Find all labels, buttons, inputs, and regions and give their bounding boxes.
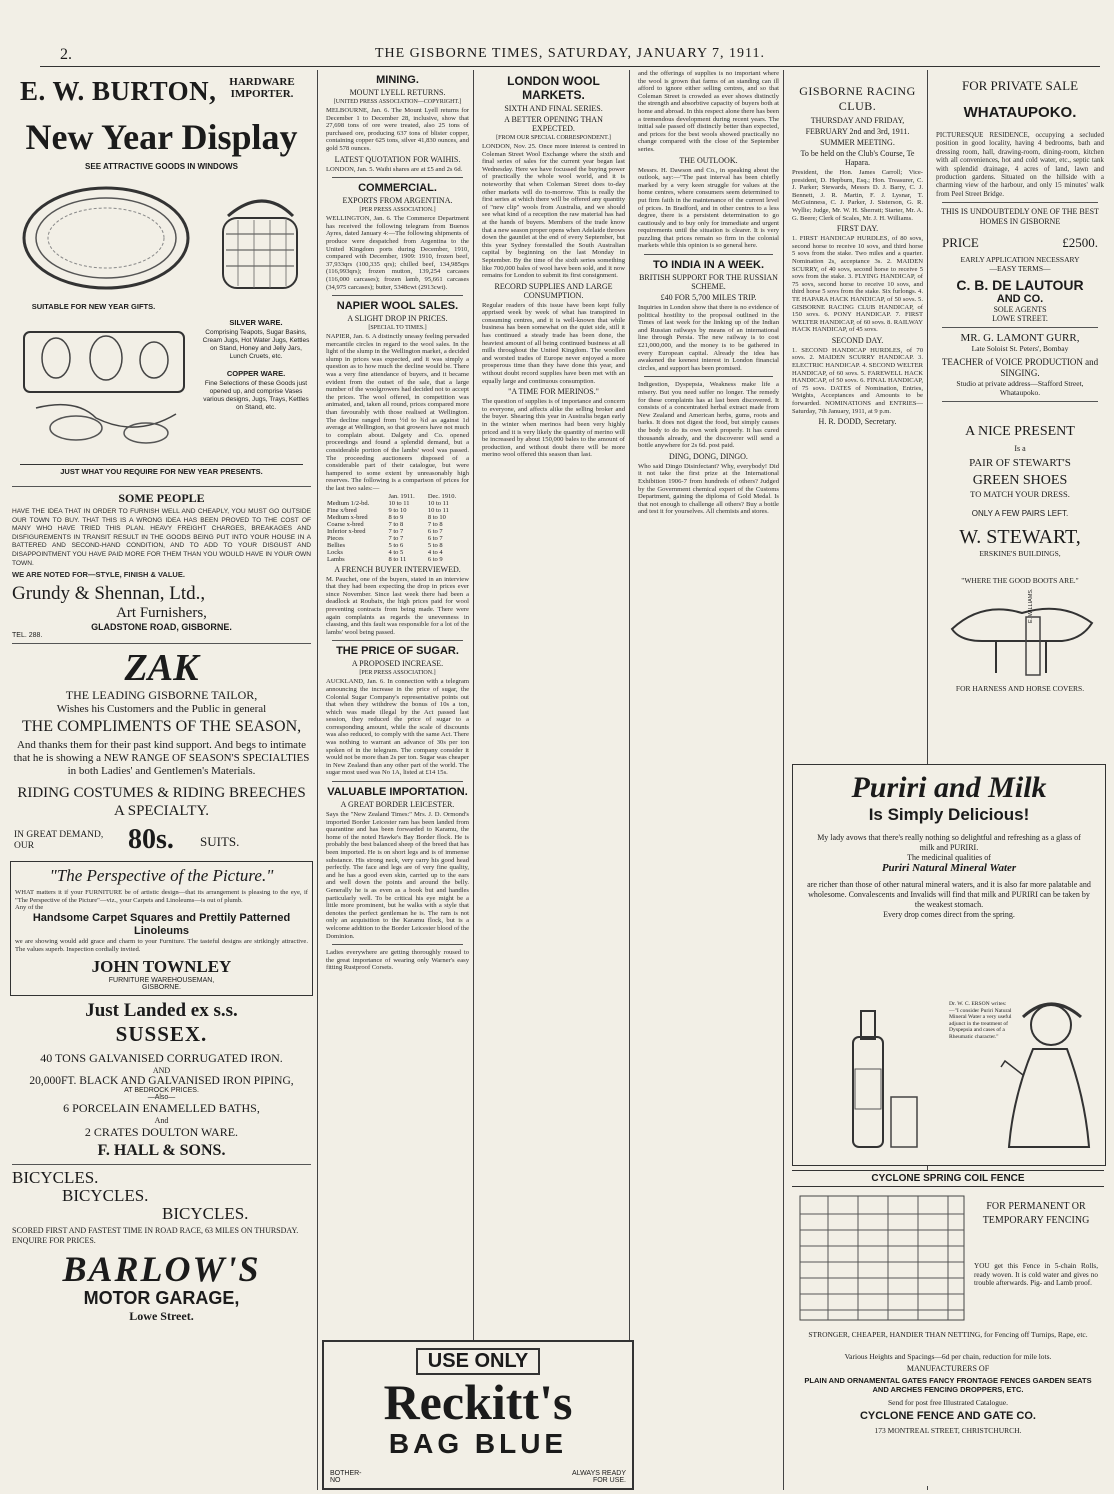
table-row [326, 514, 469, 521]
table-cell: 8 to 9 [388, 513, 404, 521]
display-title: New Year Display [25, 117, 298, 157]
divider [332, 640, 463, 641]
dingo-head: DING, DONG, DINGO. [669, 451, 748, 461]
table-cell: 6 to 9 [427, 555, 443, 563]
table-cell: Coarse x-bred [327, 520, 364, 528]
mount-lyell-head: MOUNT LYELL RETURNS. [349, 88, 446, 97]
carpets-headline: Handsome Carpet Squares and Prettily Patterned Linoleums [32, 911, 291, 937]
napier-head: NAPIER WOOL SALES. [336, 300, 459, 313]
sole-agents: SOLE AGENTS [993, 305, 1047, 315]
cyclone-company: CYCLONE FENCE AND GATE CO. [859, 1410, 1036, 1422]
indigestion-text: Indigestion, Dyspepsia, Weakness make life a misery. But you need suffer no longer. The remedy for these complaints has at last been discovered. It consists of a concentrated herbal extract made from New Zealand and American herbs, gums, roots and barks. It does not digest the food, but simply causes the body to do its own work properly. It has cured thousands already, and the discoverer will send a bottle anywhere for 2s 6d. post paid. [638, 381, 779, 450]
table-cell: Inferior x-bred [327, 527, 366, 535]
carpets-text: we are showing would add grace and charm to your Furniture. The tasteful designs are strikingly attractive. The values superb. Inspection cordially invited. [15, 937, 308, 953]
early-application: EARLY APPLICATION NECESSARY [960, 255, 1080, 265]
london-credit: [FROM OUR SPECIAL CORRESPONDENT.] [496, 135, 611, 141]
is-a: Is a [1014, 444, 1026, 454]
valuable-text: Says the "New Zealand Times:" Mrs. J. D. Ormond's imported Border Leicester ram has been landed from quarantine and has been forwarded to Karamu, the home of the noted Hawke's Bay Border flock. He is probably the best balanced sheep of the breed that has been imported. He is on short legs and is of immense substance. His strong neck, very carry his good head perfectly. The face and legs are of very fine quality, and he has a good even skin, carried up to the ears and well down the points and around the belly. Generally he is as even as a book but and handles particularly well. To be critical his eye might be a little more prominent, but he walks with a style that denotes the perfect gentleman he is. The ram is not only an acquisition to the Karamu flock, but is a welcome addition to the Border Leicester blood of the Dominion. [326, 811, 469, 940]
barlows-ad [12, 1169, 311, 1324]
outlook-text: Messrs. H. Dawson and Co., in speaking about the outlook, say:—"The past interval has been chiefly marked by a very keen struggle for values at the home centres, where consumers seem determined to put firm faith in the maintenance of the current level of prices. In Bradford, and in other centres to a less degree, there is a persistent determination to go cautiously and to buy only for immediate and urgent requirements until the situation is clearer. It is very puzzling that prices remain so firm in the colonial markets while this opinion is so general here. [638, 166, 779, 250]
cyclone-text: YOU get this Fence in 5-chain Rolls, ready woven. It is cold water and gives no trouble afterwards. Pig- and Lamb proof. [974, 1262, 1098, 1288]
record-head: RECORD SUPPLIES AND LARGE CONSUMPTION. [494, 281, 613, 300]
divider [942, 401, 1098, 402]
zak-compliments: THE COMPLIMENTS OF THE SEASON, [21, 717, 302, 735]
racing-held: To be held on the Club's Course, Te Hapara. [800, 149, 915, 167]
cyclone-manufacturers: MANUFACTURERS OF [906, 1364, 990, 1373]
divider [644, 376, 773, 377]
table-cell: 4 to 4 [427, 548, 443, 556]
sugar-sub: A PROPOSED INCREASE. [351, 659, 444, 669]
racing-secretary: H. R. DODD, Secretary. [818, 417, 897, 427]
table-header-row [326, 493, 469, 500]
price-value: £2500. [1062, 235, 1098, 251]
hall-name: F. HALL & SONS. [97, 1141, 226, 1159]
burton-name: E. W. BURTON, [20, 76, 217, 106]
erskine: ERSKINE'S BUILDINGS, [979, 549, 1061, 559]
puriri-text-2: The medicinal qualities of [907, 853, 991, 862]
london-wool-head: LONDON WOOL MARKETS. [507, 74, 600, 102]
dingo-text: Who said Dingo Disinfectant? Why, everybody! Did it not take the first prize at the International Exhibition 1906-7 from hundreds of others? Judged by the Government chemical expert of the Customs Department, gaining the diploma of Gold Medal. Is that not enough to challenge all others? Buy a bottle and test it for yourselves. All chemists and stores. [638, 462, 779, 516]
first-day-text: 1. FIRST HANDICAP HURDLES, of 80 sovs, second horse to receive 10 sovs, and third horse 5 sovs from the stake. Two miles and a quarter. Nomination 2s, acceptance 3s. 2. MAIDEN SCURRY, of 40 sovs, second horse to receive 5 sovs from the stake. 3. FLYING HANDICAP, of 75 sovs, second horse to receive 10 sovs, and third horse 5 sovs from the stake. Six furlongs. 4. TE HAPARA HACK HANDICAP, of 50 sovs. 5. GISBORNE RACING CLUB HANDICAP, of 150 sovs. 6. PONY HANDICAP. 7. FIRST WELTER HANDICAP, of 60 sovs. 8. RAILWAY HACK HANDICAP, of 45 sovs. [792, 235, 923, 334]
racing-days: THURSDAY AND FRIDAY, [810, 116, 905, 125]
burton-ad [6, 70, 317, 482]
puriri-text-3: are richer than those of other natural mineral waters, and it is also far more palatable and wholesome. Convalescents and Invalids will find that milk and PURIRI can be taken by the weakest stomach. [807, 880, 1091, 909]
puriri-bottle-illustration [809, 997, 929, 1157]
gurr-sub: Late Soloist St. Peters', Bombay [971, 344, 1069, 354]
divider [942, 327, 1098, 328]
london-text: LONDON, Nov. 25. Once more interest is centred in Coleman Street Wool Exchange where the sixth and final series of sales for the current year began last Wednesday. Here we have focussed the buying power of practically the whole wool world, and it is noteworthy that when Coleman Street does to-day other markets will do to-morrow. This is really the first series at which there will be offered any quantity of "new clip" wools from Australia, and we should see what kind of a reception the raw material has had at the hands of buyers. Members of the trade know that a new season proper opens when Adelaide throws down the gauntlet at the end of every September, but this year Sydney forestalled the South Australian capital by beginning on the last Monday in September. By the time of the sixth series something like 700,000 bales of wool have been sold, and it now remains for London to submit its first consignment. [482, 143, 625, 280]
table-cell: 9 to 10 [388, 506, 407, 514]
corsets-text: Ladies everywhere are getting thoroughly roused to the great importance of wearing only Warner's easy fitting Rustproof Corsets. [326, 949, 469, 972]
cyclone-stronger: STRONGER, CHEAPER, HANDIER THAN NETTING, for Fencing off Turnips, Rape, etc. [808, 1330, 1088, 1339]
divider [12, 643, 311, 644]
record-text: Regular readers of this issue have been kept fully apprised week by week of what has transpired in consuming centres, and it is well-known that while business has been somewhat on the quiet side, still it has continued a steady trade has been done, the heaviest amount of all being continued business at all mills throughout the United Kingdom. The woollen and worsted trades of Europe never enjoyed a more prosperous time than they have done this year, and without doubt record supplies have been met with an equally large and continuous consumption. [482, 301, 625, 385]
table-cell: 7 to 7 [388, 527, 404, 535]
officials-text: President, the Hon. James Carroll; Vice-president, D. Hepburn, Esq.; Hon. Treasurer, C. J. Parker; Stewards, Messrs D. J. Barry, C. J. Bennett, J. R. Martin, F. J. Lysnar, T. McGuinness, C. J. Parker, J. Sisterson, G. R. Wyllie; Judge, Mr. W. H. Sherratt; Starter, Mr. A. G. Beere; Clerk of Scales, Mr. J. H. Williams. [792, 169, 923, 222]
silver-text: Comprising Teapots, Sugar Basins, Cream Jugs, Hot Water Jugs, Kettles on Stand, Honey and Jelly Jars, Lunch Cruets, etc. [202, 329, 310, 360]
table-cell: 5 to 8 [427, 541, 443, 549]
divider [12, 1164, 311, 1165]
table-row [326, 528, 469, 535]
silver-head: SILVER WARE. [229, 318, 283, 327]
mining-credit: [UNITED PRESS ASSOCIATION—COPYRIGHT.] [333, 99, 462, 105]
table-cell: Medium 1/2-bd. [327, 499, 370, 507]
divider [942, 202, 1098, 203]
summer-meeting: SUMMER MEETING. [820, 138, 895, 147]
gifts-caption: SUITABLE FOR NEW YEAR GIFTS. [31, 302, 156, 311]
table-row [326, 500, 469, 507]
price-label: PRICE [942, 235, 979, 251]
hall-also: —Also— [147, 1093, 176, 1101]
table-cell: 6 to 7 [427, 527, 443, 535]
table-row [326, 556, 469, 563]
mining-text: MELBOURNE, Jan. 6. The Mount Lyell returns for December 1 to December 28, inclusive, show that 27,698 tons of ore were treated, also 25 tons of purchased ore, producing 637 tons of blister copper, containing copper 625 tons, silver 41,830 ounces, and gold 578 ounces. [326, 107, 469, 152]
table-cell: 4 to 5 [388, 548, 404, 556]
column-1 [6, 70, 318, 1490]
sussex: SUSSEX. [115, 1021, 208, 1046]
nice-present: A NICE PRESENT [965, 424, 1075, 440]
puriri-title: Puriri and Milk [851, 771, 1047, 804]
lautour-street: LOWE STREET. [992, 314, 1048, 324]
gurr-ad [936, 332, 1104, 397]
valuable-head: VALUABLE IMPORTATION. [327, 786, 468, 799]
india-head: TO INDIA IN A WEEK. [652, 259, 765, 272]
bag-blue: BAG BLUE [388, 1428, 568, 1459]
page-number: 2. [60, 46, 72, 63]
table-header-cell: Dec. 1910. [427, 492, 457, 500]
hall-and: AND [152, 1065, 171, 1075]
easy-terms: —EASY TERMS— [989, 264, 1051, 274]
reckitts-use-only: USE ONLY [416, 1348, 540, 1375]
table-cell: 5 to 6 [388, 541, 404, 549]
cyclone-address: 173 MONTREAL STREET, CHRISTCHURCH. [874, 1426, 1022, 1435]
india-sub-2: £40 FOR 5,700 MILES TRIP. [660, 293, 757, 303]
table-cell: Lambs [327, 555, 345, 563]
divider [12, 486, 311, 487]
table-cell: Pieces [327, 534, 344, 542]
table-cell: 10 to 11 [427, 506, 449, 514]
gurr-name: MR. G. LAMONT GURR, [960, 332, 1080, 345]
divider [332, 781, 463, 782]
argentina-head: EXPORTS FROM ARGENTINA. [342, 196, 453, 206]
table-cell: 6 to 7 [427, 534, 443, 542]
wool-prices-table [326, 493, 469, 563]
table-row [326, 549, 469, 556]
sugar-text: AUCKLAND, Jan. 6. In connection with a telegram announcing the increase in the price of sugar, the Colonial Sugar Company's representative points out that when they withdrew the bonus of 10s a ton, which was made illegal by the Act passed last session, they reduced the price of sugar to a corresponding amount, while the scale of discounts was also reduced, to comply with the same Act. There was nothing to warrant an advance of 30s per ton spoken of in the telegram. The company consider it would not be more than 2s per ton. Sugar was cheaper in New Zealand than any other part of the world. The sugar most used was No 1A, listed at £14 15s. [326, 678, 470, 777]
zak-ad [12, 648, 311, 858]
display-sub: SEE ATTRACTIVE GOODS IN WINDOWS [85, 162, 238, 171]
grundy-trade: Art Furnishers, [116, 604, 207, 621]
townley-ad [10, 861, 313, 996]
green-shoes: GREEN SHOES [972, 473, 1068, 489]
table-header-cell [326, 493, 387, 500]
racing-title: GISBORNE RACING CLUB. [799, 84, 916, 113]
gurr-studio: Studio at private address—Stafford Street, Whataupoko. [956, 379, 1084, 398]
bicycles-2: BICYCLES. [62, 1185, 149, 1205]
reckitts-title: Reckitt's [383, 1374, 573, 1430]
reckitts-always: ALWAYS READY FOR USE. [572, 1470, 626, 1484]
some-people-head: SOME PEOPLE [118, 491, 205, 505]
zak-title: ZAK [124, 646, 199, 689]
landed: Just Landed ex s.s. [85, 999, 238, 1021]
divider [332, 295, 463, 296]
outlook-head: THE OUTLOOK. [679, 155, 738, 165]
hall-ad [12, 1000, 311, 1160]
column-4 [634, 70, 784, 1490]
table-cell: Fine x/bred [327, 506, 357, 514]
stewart-ad [936, 424, 1104, 585]
masthead: THE GISBORNE TIMES, SATURDAY, JANUARY 7, 1911. [374, 46, 766, 61]
racing-date: FEBRUARY 2nd and 3rd, 1911. [805, 127, 910, 136]
cyclone-send: Send for post free Illustrated Catalogue. [888, 1398, 1008, 1407]
gurr-teacher: TEACHER of VOICE PRODUCTION and SINGING. [941, 357, 1099, 379]
hall-prices: AT BEDROCK PRICES. [124, 1086, 199, 1094]
lautour-name: C. B. DE LAUTOUR [956, 277, 1084, 294]
whataupoko: WHATAUPOKO. [963, 104, 1077, 121]
argentina-credit: [PER PRESS ASSOCIATION.] [359, 207, 436, 214]
barlows-title: BARLOW'S [62, 1248, 261, 1289]
copper-text: Fine Selections of these Goods just opened up, and comprise Vases various designs, Jugs, Trays, Kettles on Stand, etc. [203, 380, 309, 411]
noted-for: WE ARE NOTED FOR—STYLE, FINISH & VALUE. [12, 570, 185, 580]
good-boots: "WHERE THE GOOD BOOTS ARE." [961, 576, 1079, 586]
table-cell: 10 to 11 [388, 499, 410, 507]
eighties: 80s. [128, 823, 174, 855]
racing-club-ad [792, 84, 923, 774]
suits-line [12, 824, 311, 858]
table-row [326, 542, 469, 549]
copper-head: COPPER WARE. [226, 369, 286, 378]
table-cell: 8 to 11 [388, 555, 407, 563]
perspective-title: "The Perspective of the Picture." [49, 865, 274, 885]
mining-head: MINING. [376, 74, 419, 86]
cyclone-head: CYCLONE SPRING COIL FENCE [792, 1170, 1104, 1187]
hall-line-2: 20,000FT. BLACK AND GALVANISED IRON PIPING, [29, 1074, 294, 1087]
first-day-head: FIRST DAY. [836, 224, 879, 234]
puriri-text-4: Every drop comes direct from the spring. [883, 910, 1015, 919]
cyclone-for: FOR PERMANENT OR TEMPORARY FENCING [982, 1201, 1090, 1226]
bicycles-3: BICYCLES. [162, 1203, 249, 1223]
column-6 [932, 70, 1108, 1490]
column-2 [322, 70, 474, 1490]
barlows-street: Lowe Street. [129, 1308, 194, 1323]
waihi-head: LATEST QUOTATION FOR WAIHIS. [334, 154, 461, 164]
divider [332, 944, 463, 945]
divider [644, 254, 773, 255]
sugar-credit: [PER PRESS ASSOCIATION.] [359, 670, 436, 677]
bicycles-1: BICYCLES. [12, 1167, 99, 1187]
price-line [936, 235, 1104, 255]
hall-line-1: 40 TONS GALVANISED CORRUGATED IRON. [40, 1050, 283, 1065]
sixth-series: SIXTH AND FINAL SERIES. [504, 104, 603, 113]
table-header-cell: Jan. 1911. [388, 492, 415, 500]
silver-block [202, 318, 310, 412]
residence-text: PICTURESQUE RESIDENCE, occupying a secluded position in good locality, having 4 bedrooms, bath and dressing room, hall, drawing-room, dining-room, kitchen with all conveniences, hot and cold water, etc., septic tank with splendid drainage, 4 acres of land, lawn and production gardens. Situated on the hillside with a charming view of the harbour, and only 15 minutes' walk from Peel Street Bridge. [936, 131, 1104, 198]
pair-of: PAIR OF STEWART'S [969, 457, 1071, 470]
table-cell: 7 to 7 [388, 534, 404, 542]
table-cell: Locks [327, 548, 343, 556]
some-people-text: HAVE THE IDEA THAT IN ORDER TO FURNISH WELL AND CHEAPLY, YOU MUST GO OUTSIDE OUR TOWN TO BUY. THAT THIS IS A WRONG IDEA HAS BEEN PROVED TO THE COST OF MANY WHO HAVE TRIED THIS PLAN. HEAVY FREIGHT CHARGES, BREAKAGES AND DISFIGUREMENTS IN TRANSIT RESULT IN THE GOODS BEING PUT INTO YOUR HOUSE IN A BATTERED AND SECOND-HAND CONDITION, AND TO ADD TO YOUR DISGUST AND DISAPPOINTMENT YOU HAVE PAID MORE FOR THEM THAN YOU WOULD HAVE IN YOUR OWN TOWN. [12, 508, 311, 567]
puriri-sub: Is Simply Delicious! [868, 805, 1030, 824]
suits-label: SUITS. [200, 833, 240, 849]
sugar-head: THE PRICE OF SUGAR. [336, 645, 459, 658]
table-cell: 7 to 8 [388, 520, 404, 528]
lautour-co: AND CO. [996, 293, 1044, 306]
cyclone-various: Various Heights and Spacings—6d per chain, reduction for mile lots. [844, 1352, 1052, 1361]
townley-sub: FURNITURE WAREHOUSEMAN, [108, 976, 215, 984]
riding-specialty: RIDING COSTUMES & RIDING BREECHES A SPECIALTY. [17, 784, 306, 819]
stewart-name: W. STEWART, [959, 526, 1081, 549]
townley-town: GISBORNE. [142, 983, 181, 991]
zak-wish: Wishes his Customers and the Public in general [56, 702, 267, 715]
table-cell: 8 to 10 [427, 513, 446, 521]
saddle-label: E. WILLIAMS. [1028, 588, 1034, 624]
better-opening: A BETTER OPENING THAN EXPECTED. [504, 115, 603, 133]
commercial-head: COMMERCIAL. [358, 182, 437, 195]
saddle-illustration [942, 593, 1102, 679]
williams-ad [936, 588, 1104, 697]
table-cell: 7 to 8 [427, 520, 443, 528]
perspective-text: WHAT matters it if your FURNITURE be of artistic design—that its arrangement is pleasing to the eye, if "The Perspective of the Picture"—viz., your Carpets and Linoleums—is out of plumb. [15, 888, 308, 904]
wool-continued-text: and the offerings of supplies is no important where the wool is grown that farms of an standing can ill afford to ignore either selling centres, and so that Coleman Street is crowded as ever shows distinctly the strength and absorbtive capacity of buyers both at home and abroad. In this respect alone there has been a tremendous development during recent years. The initial sale passed off distinctly better than expected, and prices for the best wools showed practically no change compared with the close of the September series. [638, 70, 779, 153]
townley-name: JOHN TOWNLEY [91, 956, 232, 976]
grundy-name: Grundy & Shennan, Ltd., [12, 582, 206, 604]
table-cell: Medium x-bred [327, 513, 368, 521]
napier-sub: A SLIGHT DROP IN PRICES. [347, 314, 448, 324]
argentina-text: WELLINGTON, Jan. 6. The Commerce Department has received the following telegram from Buenos Ayres, dated January 4:—The following shipments of produce were despatched from Argentina to the United Kingdom ports during December, 1910, compared with December, 1909: 1910, frozen beef, 37,933qrs (100,335 qrs); chilled beef, 134,985qrs (116,993qrs); frozen mutton, 139,254 carcases (116,000 carcases); frozen lamb, 95,661 carcases (34,975 carcases); butter, 5348cwt (2913cwt). [326, 215, 469, 291]
table-row [326, 535, 469, 542]
puriri-testimonial: Dr. W. C. ERSON writes:—"I consider Puriri Natural Mineral Water a very useful adjunct in the treatment of Dyspepsia and cases of a Rheumatic character." [949, 1001, 1012, 1040]
second-day-head: SECOND DAY. [831, 335, 884, 345]
bicycles-text: SCORED FIRST AND FASTEST TIME IN ROAD RACE, 63 MILES ON THURSDAY. ENQUIRE FOR PRICES. [12, 1225, 299, 1245]
private-sale-ad [936, 78, 1104, 323]
french-text: M. Pauchet, one of the buyers, stated in an interview that they had been expecting the drop in prices ever since November. Since last week there had been a deadlock at Roubaix, the high prices paid for wool preventing contracts from being made. There were again complaints as regards the unevenness in classing, and this fault was responsible for a lot of the lambs' wool being passed. [326, 575, 469, 636]
great-demand: IN GREAT DEMAND, OUR [14, 829, 104, 851]
zak-sub: THE LEADING GISBORNE TAILOR, [65, 687, 258, 702]
tray-and-basket-illustration [18, 176, 308, 300]
divider [332, 177, 463, 178]
table-row [326, 507, 469, 514]
merinos-head: "A TIME FOR MERINOS." [508, 387, 599, 397]
burton-footer: JUST WHAT YOU REQUIRE FOR NEW YEAR PRESENTS. [20, 464, 303, 476]
second-day-text: 1. SECOND HANDICAP HURDLES, of 70 sovs. 2. MAIDEN SCURRY HANDICAP. 3. ELECTRIC HANDICAP. 4. SECOND WELTER HANDICAP, of 60 sovs. 5. FAREWELL HACK HANDICAP, of 50 sovs. 6. FINAL HANDICAP, of 75 sovs. DATES of Nomination, Entries, Weights, Acceptances and Amounts to be forwarded. NOMINATIONS and ENTRIES—Saturday, 7th January, 1911, at 9 p.m. [792, 346, 923, 415]
valuable-sub: A GREAT BORDER LEICESTER. [340, 800, 455, 810]
few-pairs: ONLY A FEW PAIRS LEFT. [971, 509, 1069, 519]
harness: FOR HARNESS AND HORSE COVERS. [955, 684, 1085, 694]
undoubtedly: THIS IS UNDOUBTEDLY ONE OF THE BEST HOMES IN GISBORNE [941, 207, 1099, 227]
table-cell: 10 to 11 [427, 499, 449, 507]
zak-text: And thanks them for their past kind support. And begs to intimate that he is showing a NEW RANGE OF SEASON'S SPECIALTIES in both Ladies' and Gentlemen's Materials. [13, 738, 310, 777]
puriri-water: Puriri Natural Mineral Water [881, 862, 1017, 874]
waihi-text: LONDON, Jan. 5. Waihi shares are at £5 and 2s 6d. [326, 165, 463, 173]
private-sale: FOR PRIVATE SALE [961, 78, 1079, 93]
india-sub: BRITISH SUPPORT FOR THE RUSSIAN SCHEME. [639, 273, 778, 292]
reckitts-bother: BOTHER-NO [330, 1470, 362, 1484]
grundy-tel: TEL. 288. [12, 631, 43, 639]
motor-garage: MOTOR GARAGE, [83, 1287, 240, 1308]
page-header [40, 40, 1100, 67]
reckitts-ad [322, 1340, 634, 1490]
grundy-addr: GLADSTONE ROAD, GISBORNE. [91, 621, 232, 632]
teapot-and-tray-illustration [16, 318, 196, 458]
hall-and-2: And [154, 1115, 169, 1125]
cyclone-plain: PLAIN AND ORNAMENTAL GATES FANCY FRONTAGE FENCES GARDEN SEATS AND ARCHES FENCING DROPPERS, ETC. [804, 1376, 1092, 1394]
grundy-ad [12, 491, 311, 639]
india-text: Inquiries in London show that there is no evidence of political hostility to the proposal outlined in the Times of last week for the linking up of the Indian and Russian railways by means of an international line through Persia. The new railway is to cost £21,000,000, and the money is to be gathered in every European capital. Already the idea has awakened the keenest interest in London financial circles, and support has been promised. [638, 304, 779, 372]
napier-text: NAPIER, Jan. 6. A distinctly uneasy feeling pervaded mercantile circles in regard to the wool sales. In the light of the slump in the Wellington market, a decided slump in prices was expected, and it was simply a question as to how much the decline would be. There was a very fine attendance of buyers, and it became evident from the outset of the sale, that a large number of the woolgrowers had decided not to accept the prices. The wool offered, in competition was animated, and, taken all round, prices compared more than favourably with those realised at Wellington. The decline ranged from ½d to ¾d as against 1d average at Wellington, so that growers have not much to complain about. Dalgety and Co. opened proceedings and found a splendid demand, but a considerable portion of the lambs' wool was passed. The proceeding auctioneers disposed of a considerable part of their catalogue, but were hampered to some extent by unreasonably high reserves. The following is a comparison of prices for the last two sales:— [326, 333, 469, 492]
hall-line-3: 6 PORCELAIN ENAMELLED BATHS, [63, 1100, 260, 1115]
merinos-text: The question of supplies is of importance and concern to everyone, and affects alike the selling broker and the buyer. Shearing this year in Australia began early in the winter when merinos had been very highly priced and it is very likely the quantity of merino will be increased by about 150,000 bales to the amount of production, and without doubt there will be more merino wool offered this season than last. [482, 398, 625, 459]
table-row [326, 521, 469, 528]
puriri-text-1: My lady avows that there's really nothing so delightful and refreshing as a glass of milk and PURIRI. [817, 833, 1081, 852]
match-dress: TO MATCH YOUR DRESS. [970, 489, 1070, 500]
burton-trade: HARDWARE IMPORTER. [229, 76, 295, 100]
table-cell: Bellies [327, 541, 346, 549]
any-of: Any of the [15, 904, 44, 912]
hall-line-4: 2 CRATES DOULTON WARE. [84, 1124, 239, 1139]
french-head: A FRENCH BUYER INTERVIEWED. [334, 564, 461, 574]
napier-credit: [SPECIAL TO TIMES.] [368, 325, 427, 332]
